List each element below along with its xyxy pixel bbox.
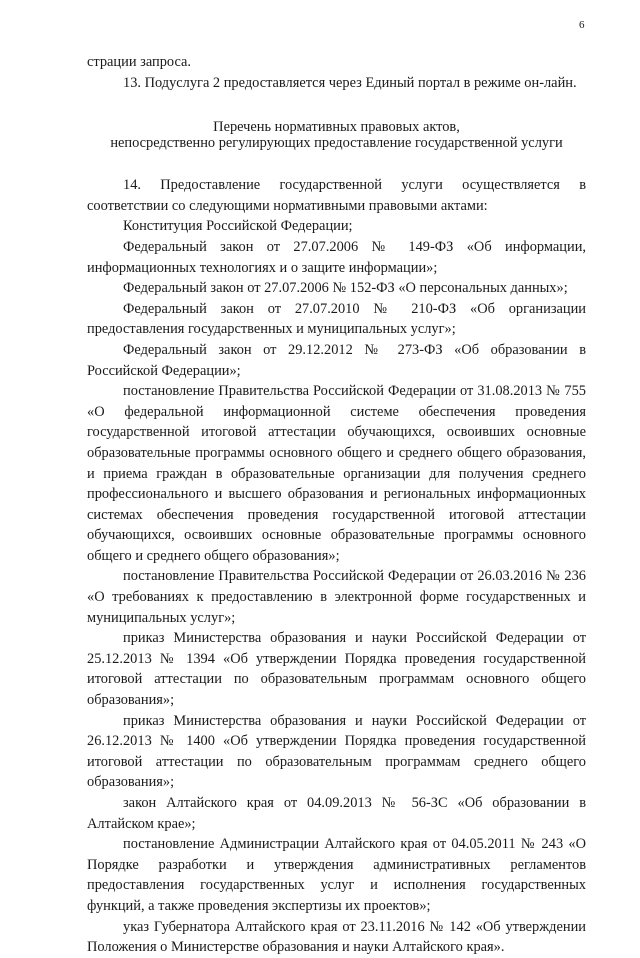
paragraph: закон Алтайского края от 04.09.2013 № 56-ЗС «Об образовании в Алтайском крае»; xyxy=(87,795,586,832)
paragraph: Федеральный закон от 27.07.2010 № 210-ФЗ «Об организации предоставления государственных и муниципальных услуг»; xyxy=(87,300,586,338)
paragraph: приказ Министерства образования и науки Российской Федерации от 25.12.2013 № 1394 «Об утверждении Порядка проведения государственной итоговой аттестации по образовательным программам основного общего образования»; xyxy=(87,630,586,709)
paragraph: 14. Предоставление государственной услуги осуществляется в соответствии со следующими нормативными правовыми актами: xyxy=(87,177,586,214)
intro-line: страции запроса. xyxy=(87,54,192,70)
paragraph: постановление Правительства Российской Федерации от 31.08.2013 № 755 «О федеральной информационной системе обеспечения проведения государственной итоговой аттестации обучающихся, освоивших основные образовательные программы основного общего и среднего общего образования, и приема граждан в образовательные организации для получения среднего профессионального и высшего образования и региональных информационных системах обеспечения проведения государственной итоговой аттестации обучающихся, освоивших основные образовательные программы основного общего и среднего общего образования»; xyxy=(87,383,586,564)
intro-line: 13. Подуслуга 2 предоставляется через Единый портал в режиме он-лайн. xyxy=(123,74,577,91)
paragraph: Федеральный закон от 27.07.2006 № 149-ФЗ «Об информации, информационных технологиях и о защите информации»; xyxy=(87,238,586,276)
paragraph: постановление Правительства Российской Федерации от 26.03.2016 № 236 «О требованиях к предоставлению в электронной форме государственных и муниципальных услуг»; xyxy=(87,568,586,626)
paragraph: Федеральный закон от 27.07.2006 № 152-ФЗ «О персональных данных»; xyxy=(123,280,568,297)
section-heading-line: Перечень нормативных правовых актов, xyxy=(213,119,460,136)
section-heading xyxy=(87,119,586,151)
paragraph: приказ Министерства образования и науки Российской Федерации от 26.12.2013 № 1400 «Об утверждении Порядка проведения государственной итоговой аттестации по образовательным программам среднего общего образования»; xyxy=(87,712,586,791)
paragraph: Конституция Российской Федерации; xyxy=(123,218,353,235)
paragraph: указ Губернатора Алтайского края от 23.11.2016 № 142 «Об утверждении Положения о Министерстве образования и науки Алтайского края». xyxy=(87,918,586,956)
page-number: 6 xyxy=(579,19,585,31)
document-body xyxy=(87,52,586,958)
section-heading-line: непосредственно регулирующих предоставление государственной услуги xyxy=(110,135,563,152)
paragraph: постановление Администрации Алтайского края от 04.05.2011 № 243 «О Порядке разработки и утверждения административных регламентов предоставления государственных услуг и исполнения государственных функций, а также проведения экспертизы их проектов»; xyxy=(87,836,586,914)
paragraph: Федеральный закон от 29.12.2012 № 273-ФЗ «Об образовании в Российской Федерации»; xyxy=(87,341,586,379)
